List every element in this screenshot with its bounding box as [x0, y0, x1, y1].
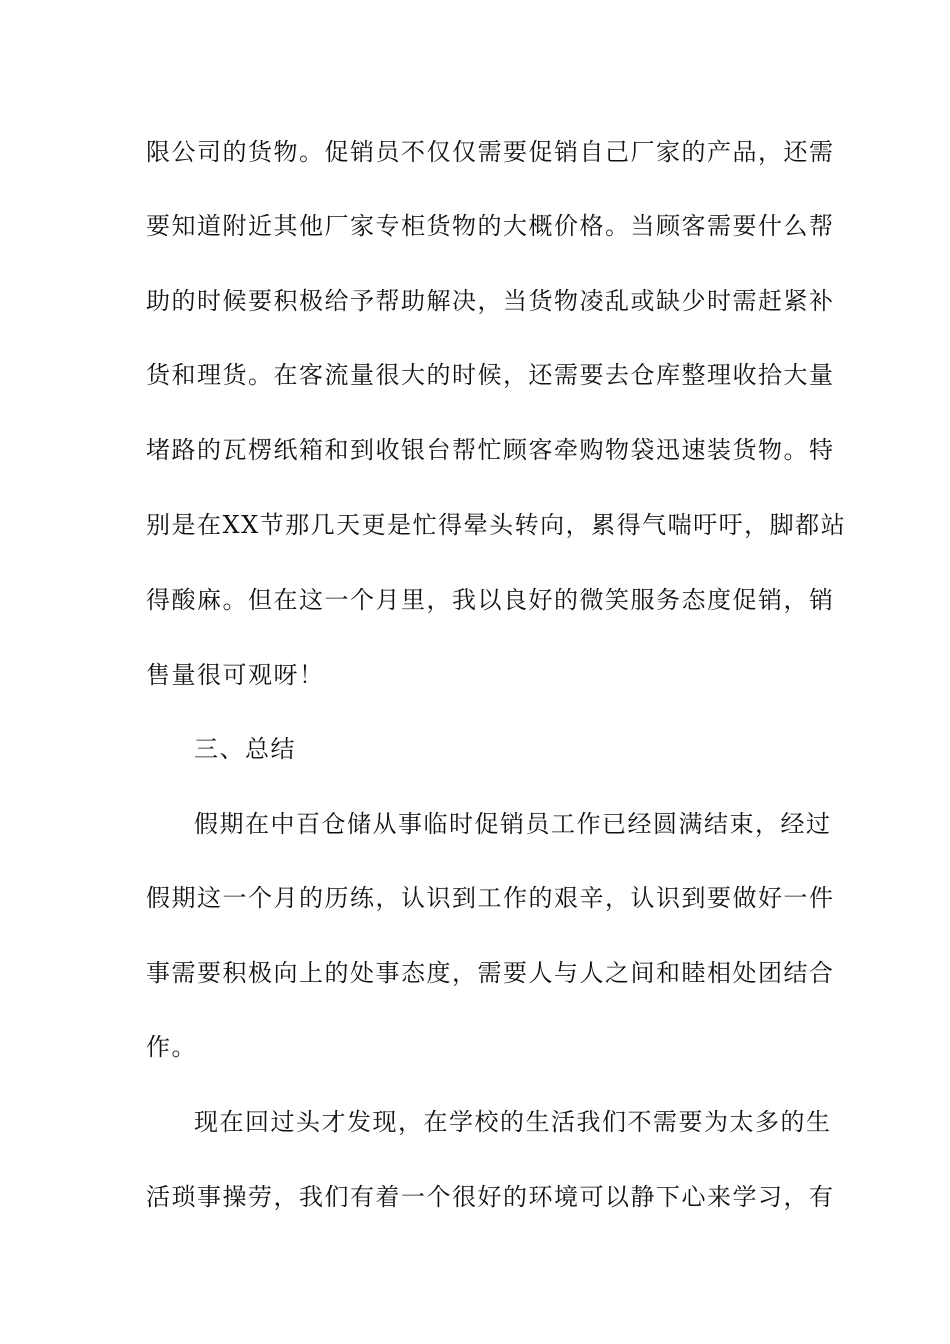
paragraph-line: 别是在XX节那几天更是忙得晕头转向，累得气喘吁吁，脚都站	[146, 511, 847, 539]
paragraph-line: 现在回过头才发现，在学校的生活我们不需要为太多的生	[194, 1108, 832, 1136]
paragraph-line: 限公司的货物。促销员不仅仅需要促销自己厂家的产品，还需	[146, 138, 835, 166]
paragraph-line: 活琐事操劳，我们有着一个很好的环境可以静下心来学习，有	[146, 1183, 835, 1211]
paragraph-line: 售量很可观呀！	[146, 661, 325, 689]
paragraph-line: 助的时候要积极给予帮助解决，当货物凌乱或缺少时需赶紧补	[146, 287, 835, 315]
paragraph-line: 要知道附近其他厂家专柜货物的大概价格。当顾客需要什么帮	[146, 212, 835, 240]
paragraph-line: 得酸麻。但在这一个月里，我以良好的微笑服务态度促销，销	[146, 586, 835, 614]
paragraph-line: 假期这一个月的历练，认识到工作的艰辛，认识到要做好一件	[146, 884, 835, 912]
paragraph-line: 事需要积极向上的处事态度，需要人与人之间和睦相处团结合	[146, 959, 835, 987]
paragraph-line: 作。	[146, 1033, 197, 1061]
paragraph-line: 假期在中百仓储从事临时促销员工作已经圆满结束，经过	[194, 810, 832, 838]
paragraph-line: 堵路的瓦楞纸箱和到收银台帮忙顾客牵购物袋迅速装货物。特	[146, 436, 835, 464]
paragraph-line: 货和理货。在客流量很大的时候，还需要去仓库整理收拾大量	[146, 361, 835, 389]
section-heading: 三、总结	[194, 735, 296, 763]
